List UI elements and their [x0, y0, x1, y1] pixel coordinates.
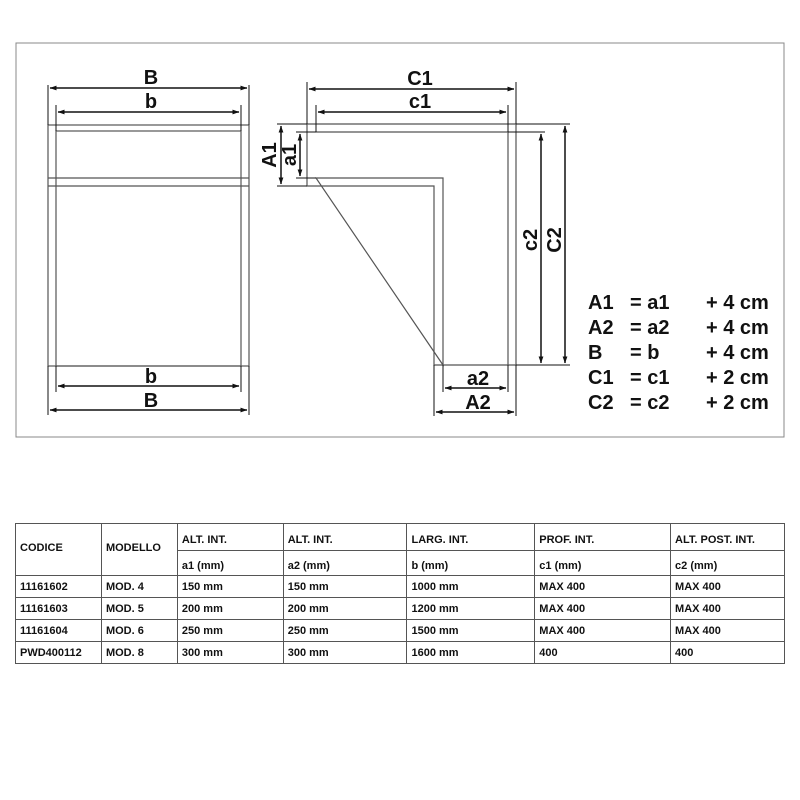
formula-1-eq: = a1 — [630, 292, 670, 314]
cell-a2: 150 mm — [283, 576, 407, 598]
cell-a1: 300 mm — [177, 642, 283, 664]
cell-codice: PWD400112 — [16, 642, 102, 664]
formula-2-eq: = a2 — [630, 317, 670, 339]
cell-a1: 250 mm — [177, 620, 283, 642]
cell-modello: MOD. 6 — [101, 620, 177, 642]
label-C2: C2 — [544, 227, 566, 253]
table-header-row — [16, 524, 785, 551]
cell-c1: MAX 400 — [535, 576, 671, 598]
table-row — [16, 620, 785, 642]
cell-a1: 200 mm — [177, 598, 283, 620]
header-prof-int: PROF. INT. — [535, 524, 671, 551]
cell-b: 1200 mm — [407, 598, 535, 620]
formula-2-lhs: A2 — [588, 317, 614, 339]
cell-codice: 11161602 — [16, 576, 102, 598]
cell-codice: 11161603 — [16, 598, 102, 620]
formula-3-lhs: B — [588, 342, 603, 364]
cell-a2: 250 mm — [283, 620, 407, 642]
formula-5-rhs: + 2 cm — [706, 392, 769, 414]
formula-2-rhs: + 4 cm — [706, 317, 769, 339]
cell-codice: 11161604 — [16, 620, 102, 642]
header-alt-int-1: ALT. INT. — [177, 524, 283, 551]
header-larg-int: LARG. INT. — [407, 524, 535, 551]
subheader-b: b (mm) — [407, 551, 535, 576]
subheader-c1: c1 (mm) — [535, 551, 671, 576]
cell-b: 1000 mm — [407, 576, 535, 598]
table-row — [16, 576, 785, 598]
cell-modello: MOD. 5 — [101, 598, 177, 620]
cell-a2: 300 mm — [283, 642, 407, 664]
label-a1: a1 — [279, 143, 301, 167]
label-b-top: b — [144, 91, 158, 113]
formula-3-eq: = b — [630, 342, 660, 364]
header-modello: MODELLO — [101, 524, 177, 576]
label-c2: c2 — [520, 228, 542, 252]
cell-c2: MAX 400 — [671, 576, 785, 598]
formula-1-rhs: + 4 cm — [706, 292, 769, 314]
table-row — [16, 642, 785, 664]
cell-modello: MOD. 4 — [101, 576, 177, 598]
subheader-c2: c2 (mm) — [671, 551, 785, 576]
table-row — [16, 598, 785, 620]
label-B-bottom: B — [143, 390, 159, 412]
subheader-a1: a1 (mm) — [177, 551, 283, 576]
label-A2: A2 — [465, 392, 491, 414]
formula-1-lhs: A1 — [588, 292, 614, 314]
spec-table — [15, 523, 785, 664]
formula-3-rhs: + 4 cm — [706, 342, 769, 364]
header-alt-post-int: ALT. POST. INT. — [671, 524, 785, 551]
cell-c1: MAX 400 — [535, 620, 671, 642]
cell-c1: MAX 400 — [535, 598, 671, 620]
formula-4-rhs: + 2 cm — [706, 367, 769, 389]
label-C1: C1 — [407, 68, 433, 90]
cell-b: 1600 mm — [407, 642, 535, 664]
formula-5-lhs: C2 — [588, 392, 614, 414]
label-A1: A1 — [259, 142, 281, 168]
formula-4-eq: = c1 — [630, 367, 670, 389]
label-c1: c1 — [408, 91, 432, 113]
header-alt-int-2: ALT. INT. — [283, 524, 407, 551]
cell-c1: 400 — [535, 642, 671, 664]
formula-5-eq: = c2 — [630, 392, 670, 414]
cell-c2: MAX 400 — [671, 620, 785, 642]
label-B-top: B — [143, 67, 159, 89]
label-b-bottom: b — [144, 366, 158, 388]
header-codice: CODICE — [16, 524, 102, 576]
cell-c2: MAX 400 — [671, 598, 785, 620]
cell-a2: 200 mm — [283, 598, 407, 620]
cell-a1: 150 mm — [177, 576, 283, 598]
subheader-a2: a2 (mm) — [283, 551, 407, 576]
cell-b: 1500 mm — [407, 620, 535, 642]
formula-4-lhs: C1 — [588, 367, 614, 389]
label-a2: a2 — [466, 368, 490, 390]
cell-modello: MOD. 8 — [101, 642, 177, 664]
cell-c2: 400 — [671, 642, 785, 664]
